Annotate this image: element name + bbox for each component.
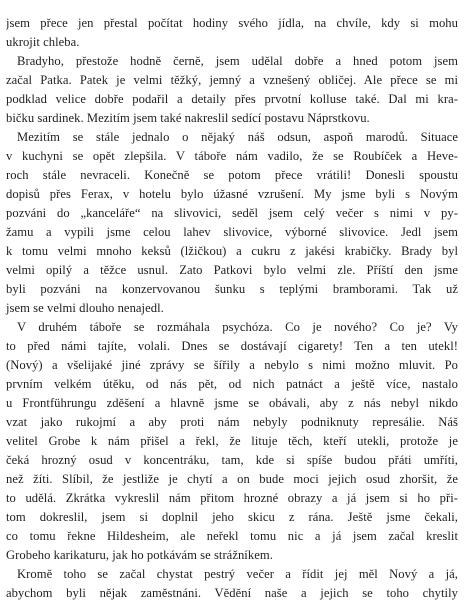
text-line: žamu a vypili jsme celou lahev slivovice, výborné slivovice. Jedl jsem xyxy=(6,225,458,239)
text-line: jsem se velmi dlouho nenajedl. xyxy=(6,301,164,315)
text-line: začal Patka. Patek je velmi těžký, jemný a vznešený obličej. Ale přece se mi xyxy=(6,73,458,87)
text-line: dopisů přes Ferax, v hotelu bylo úžasné vzrušení. My jsme byli s Novým xyxy=(6,187,458,201)
text-line: ukrojit chleba. xyxy=(6,35,80,49)
text-line: čeká hrozný osud v koncentráku, tam, kde si spíše budou přáti umříti, xyxy=(6,453,458,467)
text-line: (Nový) a všelijaké jiné zprávy se šířily a nebylo s nimi možno mluvit. Po xyxy=(6,358,458,372)
text-line: roch stále nevraceli. Konečně se potom přece vrátili! Donesli spoustu xyxy=(6,168,458,182)
paragraph-start-line: Bradyho, přestože hodně černě, jsem udělal dobře a hned potom jsem xyxy=(17,54,458,68)
text-line: Grobeho karikaturu, jak ho potkávám se strážníkem. xyxy=(6,548,273,562)
text-line: bičku sardinek. Mezitím jsem také nakreslil sedící postavu Náprstkovu. xyxy=(6,111,370,125)
text-line: to udělá. Zkrátka vykreslil nám přitom hrozné obrazy a já jsem si ho při- xyxy=(6,491,458,505)
text-line: co tomu řekne Hildesheim, ale neřekl tomu nic a já jsem začal kreslit xyxy=(6,529,458,543)
paragraph-start-line: V druhém táboře se rozmáhala psychóza. Co je nového? Co je? Vy xyxy=(17,320,458,334)
text-line: tom dokreslil, jsem si doplnil jeho skicu z rána. Ještě jsme čekali, xyxy=(6,510,458,524)
text-line: než žíti. Slíbil, že jestliže je chytí a on bude moci jejich osud zhoršit, že xyxy=(6,472,458,486)
text-line: jsem přece jen přestal počítat hodiny svého jídla, na chvíle, kdy si mohu xyxy=(6,16,458,30)
text-line: abychom byli nějak zaměstnáni. Vědění naše a jejich se toho chytily xyxy=(6,586,458,600)
text-line: k tomu velmi mnoho keksů (lžičkou) a cukru z jakési krabičky. Brady byl xyxy=(6,244,458,258)
text-line: podklad velice dobře podařil a detaily přes prvotní kolluse také. Dal mi kra- xyxy=(6,92,458,106)
body-text xyxy=(6,14,458,603)
text-line: v kuchyni se opět zlepšila. V táboře nám vadilo, že se Roubíček a Heve- xyxy=(6,149,458,163)
paragraph-start-line: Kromě toho se začal chystat pestrý večer a řídit jej měl Nový a já, xyxy=(17,567,458,581)
text-line: velmi opilý a těžce usnul. Zato Patkovi bylo velmi zle. Příští den jsme xyxy=(6,263,458,277)
text-line: vzat jako rukojmí a aby proti nám nebyly podniknuty represálie. Náš xyxy=(6,415,458,429)
text-line: byli pozváni na konzervovanou šunku s teplými bramborami. Tak už xyxy=(6,282,458,296)
text-line: to před námi tajíte, volali. Dnes se dostávají cigarety! Ten a ten utekl! xyxy=(6,339,458,353)
text-line: u Frontführungu zděšení a hlavně jsme se obávali, aby z nás nebyl nikdo xyxy=(6,396,458,410)
text-line: velitel Grobe k nám přišel a řekl, že lituje těch, kteří utekli, protože je xyxy=(6,434,458,448)
text-line: prvním velkém útěku, od nás pět, od nich patnáct a ještě více, nastalo xyxy=(6,377,458,391)
paragraph-start-line: Mezitím se stále jednalo o nějaký náš odsun, aspoň marodů. Situace xyxy=(17,130,458,144)
text-line: pozváni do „kanceláře“ na slivovici, seděl jsem celý večer s nimi v py- xyxy=(6,206,458,220)
